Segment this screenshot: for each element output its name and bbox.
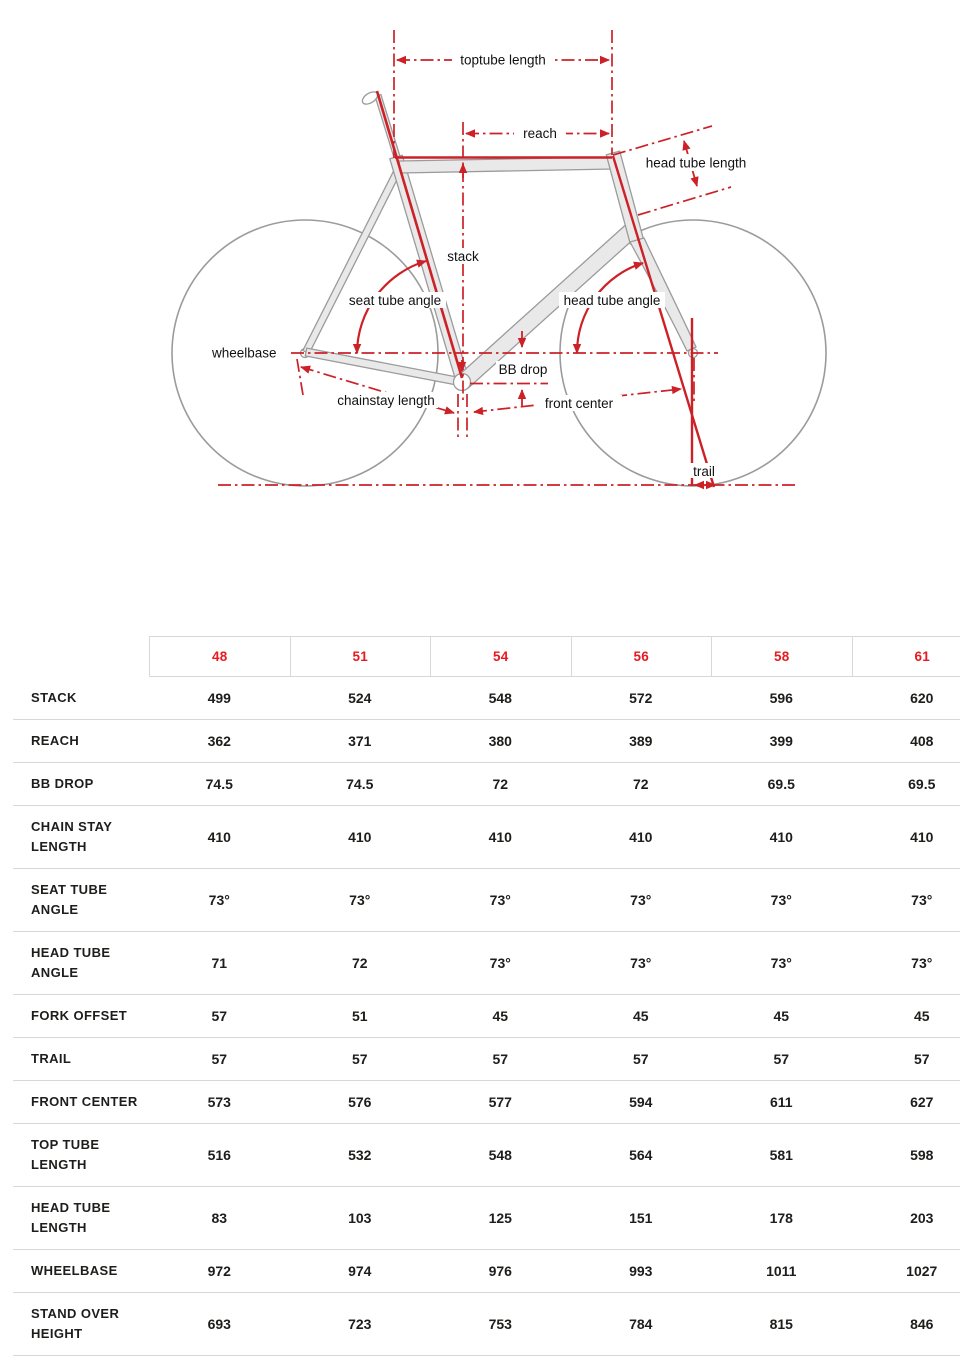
geometry-value: 45 [632, 1008, 649, 1024]
row-label: BB DROP [31, 776, 94, 791]
geometry-row [13, 1081, 960, 1124]
geometry-value: 410 [348, 829, 372, 845]
geometry-row [13, 763, 960, 806]
geometry-value: 125 [488, 1210, 512, 1226]
geometry-value: 596 [769, 690, 793, 706]
row-label: FORK OFFSET [31, 1008, 128, 1023]
headtube-perp-bottom [638, 187, 731, 215]
seat-tube-axis-line [377, 91, 462, 378]
geometry-row [13, 1124, 960, 1187]
geometry-value: 74.5 [346, 776, 374, 792]
geometry-value: 693 [207, 1316, 231, 1332]
geometry-value: 45 [913, 1008, 930, 1024]
geometry-row [13, 932, 960, 995]
geometry-value: 753 [488, 1316, 512, 1332]
geometry-value: 564 [629, 1147, 653, 1163]
geometry-value: 73° [770, 892, 792, 908]
row-label: STAND OVER HEIGHT [31, 1306, 120, 1341]
size-column-header: 58 [711, 636, 852, 677]
geometry-value: 974 [348, 1263, 372, 1279]
row-label: TOP TUBE LENGTH [31, 1137, 100, 1172]
geometry-value: 993 [629, 1263, 653, 1279]
geometry-value: 573 [207, 1094, 231, 1110]
geometry-value: 51 [351, 1008, 368, 1024]
geometry-value: 408 [910, 733, 934, 749]
label-chainstay-length: chainstay length [337, 393, 435, 408]
geometry-value: 577 [488, 1094, 512, 1110]
label-wheelbase: wheelbase [212, 345, 277, 361]
geometry-value: 57 [773, 1051, 790, 1067]
geometry-row [13, 806, 960, 869]
geometry-value: 598 [910, 1147, 934, 1163]
geometry-value: 73° [489, 892, 511, 908]
geometry-value: 576 [348, 1094, 372, 1110]
geometry-value: 532 [348, 1147, 372, 1163]
geometry-value: 72 [351, 955, 368, 971]
geometry-value: 548 [488, 690, 512, 706]
row-label: HEAD TUBE LENGTH [31, 1200, 111, 1235]
geometry-value: 1011 [766, 1263, 797, 1279]
bike-frame [303, 89, 696, 390]
geometry-row [13, 1187, 960, 1250]
geometry-value: 594 [629, 1094, 653, 1110]
label-reach: reach [523, 126, 557, 141]
geometry-value: 784 [629, 1316, 653, 1332]
row-label: HEAD TUBE ANGLE [31, 945, 111, 980]
geometry-value: 572 [629, 690, 653, 706]
geometry-value: 73° [630, 892, 652, 908]
geometry-value: 57 [492, 1051, 509, 1067]
geometry-value: 57 [211, 1008, 228, 1024]
headtube-perp-top [613, 126, 712, 155]
geometry-diagram [0, 0, 960, 620]
geometry-value: 972 [207, 1263, 231, 1279]
geometry-value: 581 [769, 1147, 793, 1163]
geometry-table-body [13, 677, 960, 1356]
row-label: TRAIL [31, 1051, 72, 1066]
geometry-value: 73° [349, 892, 371, 908]
geometry-value: 57 [632, 1051, 649, 1067]
geometry-value: 178 [769, 1210, 793, 1226]
geometry-row [13, 677, 960, 720]
geometry-value: 410 [629, 829, 653, 845]
frame-seat-stay [303, 168, 401, 353]
geometry-value: 103 [348, 1210, 372, 1226]
geometry-value: 73° [911, 892, 933, 908]
row-label: REACH [31, 733, 80, 748]
label-head-tube-length: head tube length [645, 155, 747, 171]
geometry-value: 57 [351, 1051, 368, 1067]
geometry-row [13, 995, 960, 1038]
geometry-value: 362 [207, 733, 231, 749]
frame-top-tube [399, 157, 614, 173]
row-label: CHAIN STAY LENGTH [31, 819, 113, 854]
steering-axis-line [613, 156, 714, 487]
size-column-header: 51 [290, 636, 431, 677]
geometry-value: 45 [773, 1008, 790, 1024]
geometry-value: 69.5 [908, 776, 936, 792]
geometry-value: 73° [630, 955, 652, 971]
geometry-value: 627 [910, 1094, 934, 1110]
geometry-value: 723 [348, 1316, 372, 1332]
geometry-value: 73° [911, 955, 933, 971]
label-head-tube-angle: head tube angle [563, 293, 661, 308]
geometry-value: 69.5 [767, 776, 795, 792]
geometry-value: 73° [208, 892, 230, 908]
geometry-value: 74.5 [205, 776, 233, 792]
geometry-value: 976 [488, 1263, 512, 1279]
geometry-value: 410 [488, 829, 512, 845]
geometry-value: 380 [488, 733, 512, 749]
geometry-value: 846 [910, 1316, 934, 1332]
geometry-value: 399 [769, 733, 793, 749]
geometry-value: 611 [769, 1094, 793, 1110]
geometry-value: 71 [211, 955, 228, 971]
size-header-row [13, 636, 960, 677]
geometry-value: 151 [629, 1210, 653, 1226]
geometry-value: 815 [769, 1316, 793, 1332]
rear-axle-tick [297, 359, 303, 395]
label-stack: stack [447, 249, 479, 264]
geometry-value: 73° [489, 955, 511, 971]
row-label: STACK [31, 690, 77, 705]
dimension-lines [218, 30, 798, 485]
bike-geometry-svg [0, 0, 960, 620]
geometry-value: 45 [492, 1008, 509, 1024]
geometry-table [13, 636, 960, 1356]
header-spacer-cell [13, 636, 149, 677]
geometry-value: 516 [207, 1147, 231, 1163]
geometry-value: 72 [492, 776, 509, 792]
label-trail: trail [693, 464, 715, 479]
geometry-value: 57 [211, 1051, 228, 1067]
geometry-value: 524 [348, 690, 372, 706]
label-bb-drop: BB drop [498, 362, 548, 377]
geometry-value: 83 [211, 1210, 228, 1226]
size-column-header: 61 [852, 636, 960, 677]
geometry-value: 410 [207, 829, 231, 845]
geometry-value: 410 [769, 829, 793, 845]
geometry-value: 72 [632, 776, 649, 792]
geometry-row [13, 1038, 960, 1081]
geometry-value: 389 [629, 733, 653, 749]
geometry-value: 73° [770, 955, 792, 971]
size-column-header: 54 [430, 636, 571, 677]
label-seat-tube-angle: seat tube angle [348, 293, 442, 308]
size-column-header: 56 [571, 636, 712, 677]
geometry-value: 1027 [906, 1263, 938, 1279]
geometry-row [13, 720, 960, 763]
row-label: WHEELBASE [31, 1263, 118, 1278]
geometry-row [13, 1293, 960, 1356]
row-label: SEAT TUBE ANGLE [31, 882, 108, 917]
geometry-row [13, 869, 960, 932]
row-label: FRONT CENTER [31, 1094, 138, 1109]
geometry-value: 499 [207, 690, 231, 706]
label-front-center: front center [544, 396, 614, 411]
geometry-value: 57 [913, 1051, 930, 1067]
geometry-value: 548 [488, 1147, 512, 1163]
geometry-row [13, 1250, 960, 1293]
size-column-header: 48 [149, 636, 290, 677]
geometry-value: 410 [910, 829, 934, 845]
geometry-value: 203 [910, 1210, 934, 1226]
geometry-value: 371 [348, 733, 372, 749]
geometry-value: 620 [910, 690, 934, 706]
label-toptube-length: toptube length [460, 52, 546, 68]
diagram-labels [208, 51, 748, 479]
